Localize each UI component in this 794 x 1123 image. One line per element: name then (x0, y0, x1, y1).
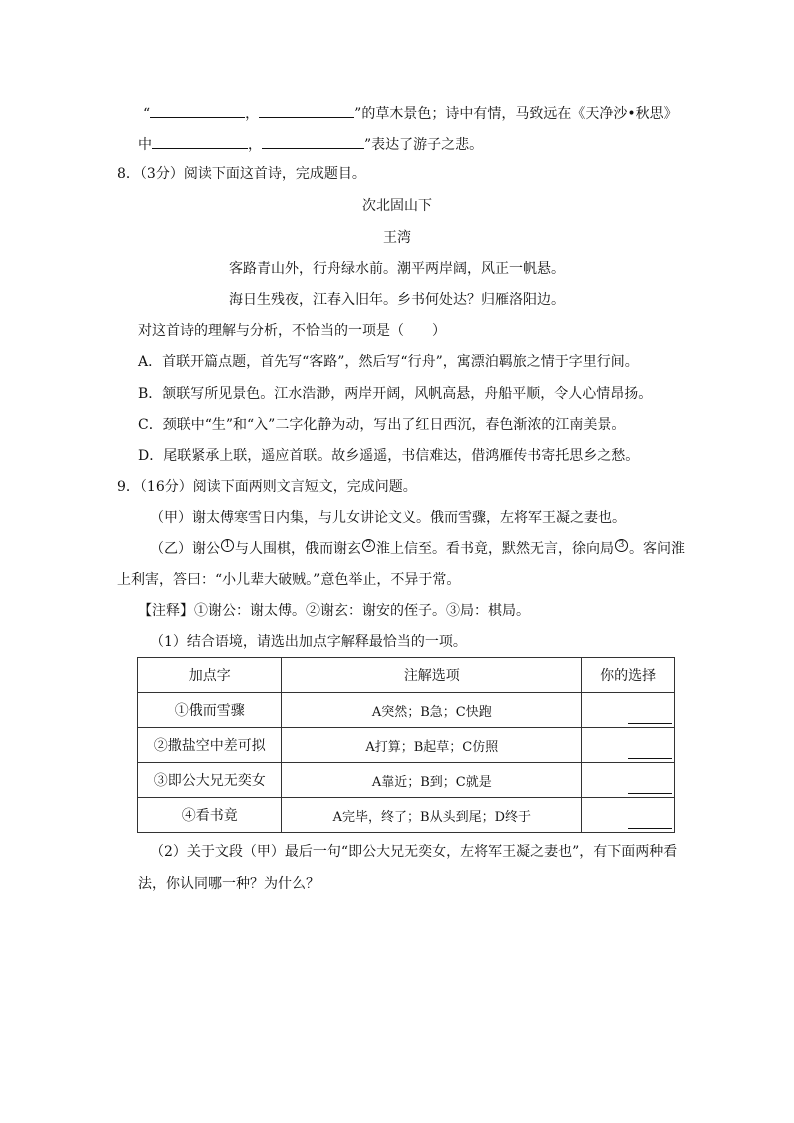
table-cell-word: ④看书竟 (138, 798, 282, 833)
table-row (138, 693, 675, 728)
footnote-marker-3: 3 (615, 539, 628, 552)
option-c[interactable]: C．颈联中“生”和“入”二字化静为动，写出了红日西沉，春色渐浓的江南美景。 (138, 417, 626, 433)
passage-yi-line-2: 上利害，答曰：“小儿辈大破贼。”意色举止，不异于常。 (117, 572, 461, 588)
sub-question-1: （1）结合语境，请选出加点字解释最恰当的一项。 (150, 634, 467, 650)
poem-author: 王湾 (383, 230, 411, 246)
quote-mark: “ (143, 106, 151, 122)
table-header: 注解选项 (282, 658, 582, 693)
comma: ， (248, 137, 262, 153)
answer-blank[interactable] (259, 102, 354, 118)
table-cell-options: A完毕，终了；B从头到尾；D终于 (282, 798, 582, 833)
table-cell-word: ①俄而雪骤 (138, 693, 282, 728)
sub-question-2-line-1: （2）关于文段（甲）最后一句“即公大兄无奕女，左将军王凝之妻也”，有下面两种看 (150, 844, 678, 860)
fill-blank-line-1 (143, 102, 678, 122)
annotation-notes: 【注释】①谢公：谢太傅。②谢玄：谢安的侄子。③局：棋局。 (138, 603, 530, 619)
option-b[interactable]: B．颔联写所见景色。江水浩渺，两岸开阔，风帆高悬，舟船平顺，令人心情昂扬。 (138, 386, 653, 402)
answer-table (137, 657, 675, 833)
answer-blank[interactable] (150, 102, 245, 118)
choice-blank[interactable] (628, 709, 672, 724)
question-8-stem: 对这首诗的理解与分析，不恰当的一项是（ ） (138, 323, 446, 339)
footnote-marker-2: 2 (362, 539, 375, 552)
poem-line-1: 客路青山外，行舟绿水前。潮平两岸阔，风正一帆悬。 (229, 261, 565, 277)
choice-blank[interactable] (628, 744, 672, 759)
comma: ， (245, 106, 260, 122)
answer-blank[interactable] (262, 133, 364, 149)
poem-title: 次北固山下 (362, 198, 432, 214)
table-cell-choice (582, 693, 675, 728)
table-cell-options: A突然；B急；C快跑 (282, 693, 582, 728)
table-header: 你的选择 (582, 658, 675, 693)
line-text: ”表达了游子之悲。 (364, 137, 484, 153)
table-row (138, 728, 675, 763)
table-header-row (138, 658, 675, 693)
table-cell-word: ③即公大兄无奕女 (138, 763, 282, 798)
line-text: ”的草木景色；诗中有情，马致远在《天净沙•秋思》 (354, 106, 678, 122)
table-cell-options: A打算；B起草；C仿照 (282, 728, 582, 763)
option-a[interactable]: A．首联开篇点题，首先写“客路”，然后写“行舟”，寓漂泊羁旅之情于字里行间。 (138, 354, 639, 370)
question-8-header: 8．（3分）阅读下面这首诗，完成题目。 (117, 166, 366, 182)
table-row (138, 798, 675, 833)
table-row (138, 763, 675, 798)
footnote-marker-1: 1 (221, 539, 234, 552)
fill-blank-line-2 (138, 133, 483, 153)
table-cell-word: ②撒盐空中差可拟 (138, 728, 282, 763)
poem-line-2: 海日生残夜，江春入旧年。乡书何处达？归雁洛阳边。 (229, 292, 565, 308)
passage-yi-line-1: （乙）谢公 1 与人围棋，俄而谢玄 2 淮上信至。看书竟，默然无言，徐向局 3 。客问淮 (150, 540, 685, 557)
choice-blank[interactable] (628, 814, 672, 829)
table-cell-options: A靠近；B到；C就是 (282, 763, 582, 798)
choice-blank[interactable] (628, 779, 672, 794)
passage-jia: （甲）谢太傅寒雪日内集，与儿女讲论文义。俄而雪骤，左将军王凝之妻也。 (150, 510, 626, 526)
sub-question-2-line-2: 法，你认同哪一种？为什么？ (138, 876, 320, 892)
answer-blank[interactable] (152, 133, 248, 149)
table-cell-choice (582, 763, 675, 798)
table-header: 加点字 (138, 658, 282, 693)
line-text: 中 (138, 137, 152, 153)
option-d[interactable]: D．尾联紧承上联，遥应首联。故乡遥遥，书信难达，借鸿雁传书寄托思乡之愁。 (138, 448, 640, 464)
table-cell-choice (582, 798, 675, 833)
question-9-header: 9．（16分）阅读下面两则文言短文，完成问题。 (117, 479, 417, 495)
table-cell-choice (582, 728, 675, 763)
